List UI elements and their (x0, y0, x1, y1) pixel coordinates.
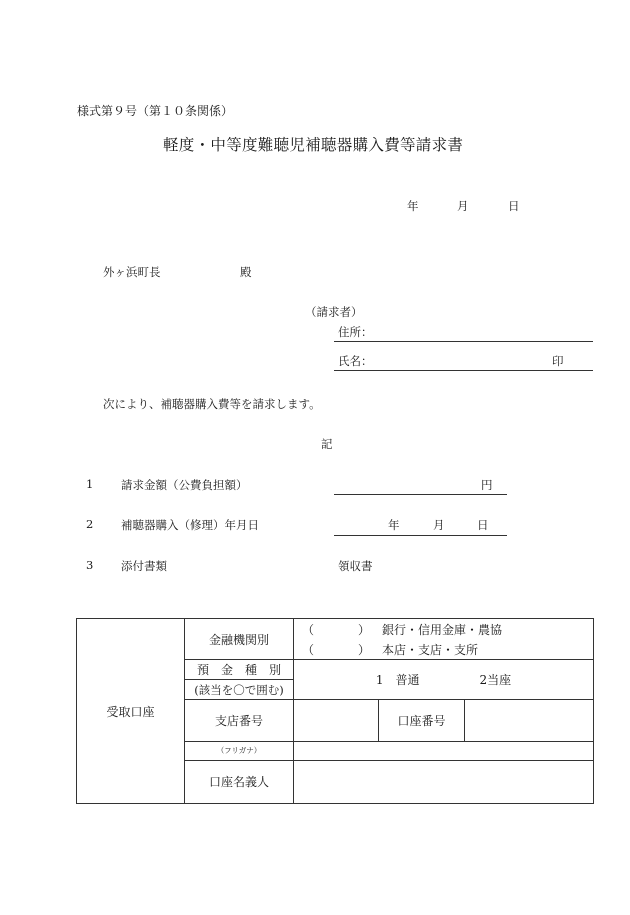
date-month: 月 (457, 199, 469, 213)
deposit-type-label: 預 金 種 別 (185, 660, 294, 680)
item-3-number: 3 (86, 558, 94, 572)
name-label: 氏名： (338, 354, 373, 368)
item-3-label: 添付書類 (121, 559, 167, 573)
item-1-line (334, 494, 507, 495)
deposit-options[interactable]: 1 普通 2当座 (294, 660, 594, 700)
item-2-line (334, 535, 507, 536)
form-title: 軽度・中等度難聴児補聴器購入費等請求書 (163, 136, 464, 154)
institution-label: 金融機関別 (185, 619, 294, 660)
branch-types: 本店・支店・支所 (382, 643, 479, 657)
bank-paren-close: ） (358, 623, 371, 637)
item-1-unit: 円 (481, 478, 493, 492)
account-holder-field[interactable] (294, 760, 594, 803)
branch-number-field[interactable] (294, 700, 379, 741)
deposit-type-note: (該当を〇で囲む) (185, 680, 294, 700)
addressee-name: 外ヶ浜町長 (103, 265, 161, 279)
record-heading: 記 (321, 437, 333, 451)
item-2-label: 補聴器購入（修理）年月日 (121, 518, 259, 532)
form-number: 様式第９号（第１０条関係） (77, 104, 234, 118)
branch-number-label: 支店番号 (185, 700, 294, 741)
bank-paren-open: （ (302, 623, 315, 637)
requester-heading: （請求者） (305, 305, 363, 319)
account-number-field[interactable] (465, 700, 594, 741)
branch-paren-open: （ (302, 643, 315, 657)
address-label: 住所： (338, 325, 373, 339)
furigana-field[interactable] (294, 741, 594, 760)
account-holder-label: 口座名義人 (185, 760, 294, 803)
date-year: 年 (407, 199, 419, 213)
seal-mark: 印 (552, 354, 564, 368)
account-table (76, 618, 594, 804)
item-1-label: 請求金額（公費負担額） (121, 478, 248, 492)
institution-field[interactable] (294, 619, 594, 660)
furigana-label: （フリガナ） (185, 741, 294, 760)
date-day: 日 (508, 199, 520, 213)
item-2-number: 2 (86, 517, 94, 531)
name-line (334, 370, 593, 371)
branch-paren-close: ） (358, 643, 371, 657)
item-3-value: 領収書 (338, 559, 373, 573)
address-line (334, 341, 593, 342)
account-section-label: 受取口座 (77, 619, 185, 804)
bank-types: 銀行・信用金庫・農協 (382, 623, 503, 637)
item-2-day: 日 (477, 518, 489, 532)
addressee-honorific: 殿 (240, 265, 252, 279)
item-2-month: 月 (433, 518, 445, 532)
intro-text: 次により、補聴器購入費等を請求します。 (103, 397, 321, 411)
account-number-label: 口座番号 (379, 700, 465, 741)
item-1-number: 1 (86, 477, 94, 491)
item-2-year: 年 (388, 518, 400, 532)
